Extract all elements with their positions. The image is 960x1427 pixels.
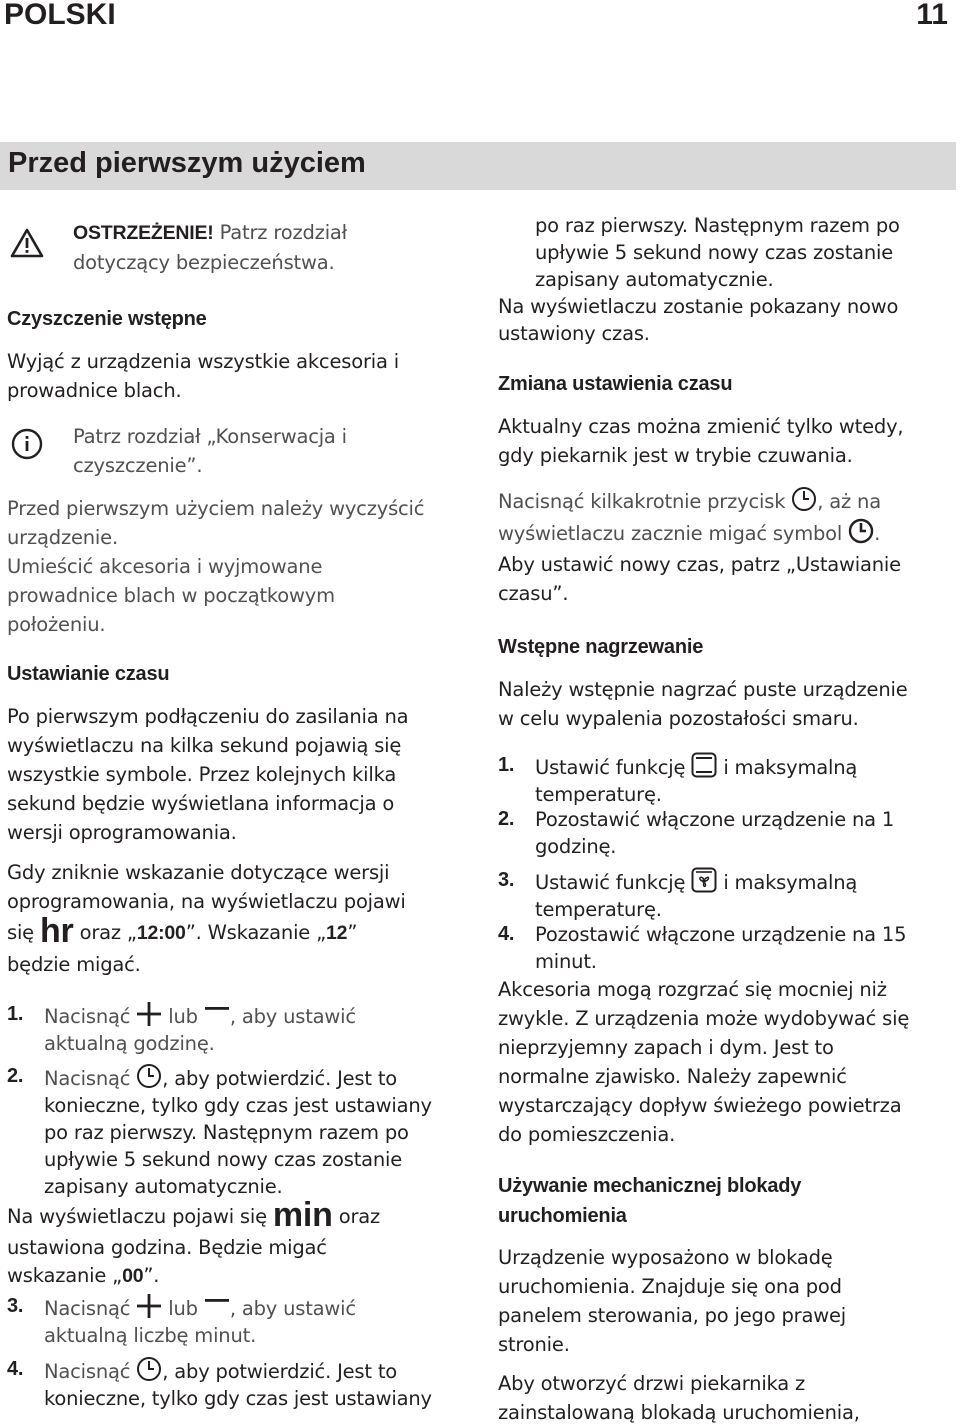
time-p2-b: oraz „ — [73, 921, 137, 944]
clock-icon — [136, 1063, 162, 1089]
pstep1-a: Ustawić funkcję — [535, 756, 692, 779]
change-p2-line4: czasu”. — [498, 582, 569, 605]
time-p1-line: wyświetlaczu na kilka sekund pojawią się — [7, 734, 402, 757]
step-number: 4. — [498, 923, 515, 945]
cleaning-p3-line1: Umieścić akcesoria i wyjmowane — [7, 555, 323, 578]
step1-c: , aby ustawić — [229, 1005, 356, 1028]
cleaning-paragraph-2 — [7, 494, 424, 639]
step2-line2: konieczne, tylko gdy czas jest ustawiany — [44, 1094, 432, 1117]
fan-heating-icon — [691, 867, 717, 893]
plus-icon — [136, 1001, 162, 1027]
info-line2: czyszczenie”. — [73, 454, 203, 477]
cont-line3: zapisany automatycznie. — [535, 268, 774, 291]
warning-text-1: Patrz rozdział — [213, 221, 348, 244]
lock-p1-line: Urządzenie wyposażono w blokadę — [498, 1246, 833, 1269]
pstep1-line2: temperaturę. — [535, 783, 662, 806]
acc-line: normalne zjawisko. Należy zapewnić — [498, 1065, 847, 1088]
time-paragraph-1 — [7, 702, 408, 847]
time-p2-a: się — [7, 921, 40, 944]
section-title: Przed pierwszym użyciem — [8, 147, 366, 179]
clock-icon — [791, 486, 817, 512]
lock-heading-line1: Używanie mechanicznej blokady — [498, 1175, 802, 1197]
step3-b: lub — [162, 1297, 204, 1320]
acc-line: Akcesoria mogą rozgrzać się mocniej niż — [498, 978, 887, 1001]
step3-c: , aby ustawić — [229, 1297, 356, 1320]
lock-paragraph-2 — [498, 1369, 860, 1427]
time-paragraph-2 — [7, 858, 406, 979]
cleaning-p1-line1: Wyjąć z urządzenia wszystkie akcesoria i — [7, 350, 399, 373]
page-header — [0, 0, 960, 34]
step1-a: Nacisnąć — [44, 1005, 137, 1028]
step2-b: , aby potwierdzić. Jest to — [162, 1067, 397, 1090]
change-p1-line1: Aktualny czas można zmienić tylko wtedy, — [498, 415, 904, 438]
cleaning-p1-line2: prowadnice blach. — [7, 379, 182, 402]
lock-heading — [498, 1171, 801, 1231]
preheat-line2: w celu wypalenia pozostałości smaru. — [498, 707, 859, 730]
new-time-paragraph — [498, 293, 898, 347]
time-p1-line: wszystkie symbole. Przez kolejnych kilka — [7, 763, 397, 786]
change-paragraph-1 — [498, 412, 903, 470]
cleaning-p2-line2: urządzenie. — [7, 526, 118, 549]
section-title-bar — [0, 142, 956, 190]
display-1200: 12:00 — [136, 922, 186, 944]
time-p2-c: ”. Wskazanie „ — [185, 921, 327, 944]
lock-p1-line: uruchomienia. Znajduje się ona pod — [498, 1275, 842, 1298]
step4-b: , aby potwierdzić. Jest to — [162, 1360, 397, 1383]
new-time-line1: Na wyświetlaczu zostanie pokazany nowo — [498, 295, 899, 318]
lock-paragraph-1 — [498, 1243, 846, 1359]
language-label: POLSKI — [4, 0, 116, 31]
preheat-heading: Wstępne nagrzewanie — [498, 636, 704, 658]
info-line1: Patrz rozdział „Konserwacja i — [73, 425, 347, 448]
time-p2-line3 — [7, 912, 406, 950]
pstep4-line1: Pozostawić włączone urządzenie na 15 — [535, 923, 907, 946]
acc-line: nieprzyjemny zapach i dym. Jest to — [498, 1036, 834, 1059]
pstep2-line1: Pozostawić włączone urządzenie na 1 — [535, 808, 895, 831]
pstep1-b: i maksymalną — [717, 756, 858, 779]
step3-line2: aktualną liczbę minut. — [44, 1324, 257, 1347]
step-number: 1. — [498, 754, 515, 776]
step4-a: Nacisnąć — [44, 1360, 137, 1383]
warning-text-2: dotyczący bezpieczeństwa. — [73, 251, 335, 274]
cleaning-p2-line1: Przed pierwszym użyciem należy wyczyścić — [7, 497, 425, 520]
display-hr: hr — [39, 912, 74, 950]
cont-line1: po raz pierwszy. Następnym razem po — [535, 214, 900, 237]
time-setting-heading: Ustawianie czasu — [7, 663, 170, 685]
new-time-line2: ustawiony czas. — [498, 322, 650, 345]
step2-a: Nacisnąć — [44, 1067, 137, 1090]
minus-icon — [204, 1293, 230, 1319]
step4-line2: konieczne, tylko gdy czas jest ustawiany — [44, 1387, 432, 1410]
change-time-heading: Zmiana ustawienia czasu — [498, 373, 733, 395]
cleaning-p3-line2: prowadnice blach w początkowym — [7, 584, 335, 607]
min-line2: ustawiona godzina. Będzie migać — [7, 1236, 327, 1259]
lock-p1-line: stronie. — [498, 1333, 570, 1356]
clock-filled-icon — [848, 518, 874, 544]
min-paragraph — [7, 1196, 381, 1290]
step3-a: Nacisnąć — [44, 1297, 137, 1320]
time-p2-line1: Gdy zniknie wskazanie dotyczące wersji — [7, 861, 390, 884]
min-line3a: wskazanie „ — [7, 1264, 123, 1287]
display-12: 12 — [326, 922, 348, 944]
info-text — [73, 422, 473, 480]
step2-line3: po raz pierwszy. Następnym razem po — [44, 1121, 409, 1144]
minus-icon — [204, 1001, 230, 1027]
lock-p1-line: panelem sterowania, po jego prawej — [498, 1304, 846, 1327]
min-a: Na wyświetlaczu pojawi się — [7, 1205, 273, 1228]
change-p2-line3: Aby ustawić nowy czas, patrz „Ustawianie — [498, 553, 901, 576]
lock-heading-line2: uruchomienia — [498, 1205, 627, 1227]
pstep3-b: i maksymalną — [717, 871, 858, 894]
info-icon — [11, 428, 51, 468]
cont-line2: upływie 5 sekund nowy czas zostanie — [535, 241, 894, 264]
cleaning-heading: Czyszczenie wstępne — [7, 308, 207, 330]
acc-line: do pomieszczenia. — [498, 1123, 676, 1146]
step-number: 3. — [498, 869, 515, 891]
change-p2-a: Nacisnąć kilkakrotnie przycisk — [498, 490, 792, 513]
pstep2-line2: godzinę. — [535, 835, 617, 858]
acc-line: wystarczający dopływ świeżego powietrza — [498, 1094, 902, 1117]
preheat-paragraph — [498, 675, 908, 733]
warning-text — [73, 218, 473, 277]
change-p1-line2: gdy piekarnik jest w trybie czuwania. — [498, 444, 853, 467]
cleaning-paragraph-1 — [7, 347, 399, 405]
step1-b: lub — [162, 1005, 204, 1028]
pstep3-line2: temperaturę. — [535, 898, 662, 921]
pstep3-a: Ustawić funkcję — [535, 871, 692, 894]
min-b: oraz — [332, 1205, 381, 1228]
change-p2-d: . — [874, 522, 881, 545]
lock-p2-line1: Aby otworzyć drzwi piekarnika z — [498, 1372, 806, 1395]
acc-line: zwykle. Z urządzenia może wydobywać się — [498, 1007, 910, 1030]
time-p2-d: ” — [347, 921, 358, 944]
step-number: 3. — [7, 1295, 24, 1317]
change-p2-b: , aż na — [817, 490, 881, 513]
plus-icon — [136, 1293, 162, 1319]
min-line3b: ”. — [143, 1264, 160, 1287]
accessories-paragraph — [498, 975, 909, 1149]
preheat-line1: Należy wstępnie nagrzać puste urządzenie — [498, 678, 908, 701]
lock-p2-line2: zainstalowaną blokadą uruchomienia, — [498, 1401, 860, 1424]
pstep4-line2: minut. — [535, 950, 597, 973]
change-paragraph-2 — [498, 486, 901, 608]
time-p1-line: Po pierwszym podłączeniu do zasilania na — [7, 705, 409, 728]
time-p2-line4: będzie migać. — [7, 953, 141, 976]
conventional-heating-icon — [691, 752, 717, 778]
clock-icon — [136, 1356, 162, 1382]
step-number: 4. — [7, 1358, 24, 1380]
cleaning-p3-line3: położeniu. — [7, 613, 106, 636]
display-min: min — [272, 1196, 333, 1234]
change-p2-c: wyświetlaczu zacznie migać symbol — [498, 522, 849, 545]
step-number: 2. — [498, 808, 515, 830]
time-p1-line: sekund będzie wyświetlana informacja o — [7, 792, 395, 815]
step1-line2: aktualną godzinę. — [44, 1032, 215, 1055]
display-00: 00 — [122, 1265, 144, 1287]
step-number: 2. — [7, 1065, 24, 1087]
step2-line5: zapisany automatycznie. — [44, 1175, 283, 1198]
step-number: 1. — [7, 1003, 24, 1025]
warning-label: OSTRZEŻENIE! — [73, 222, 214, 244]
step2-line4: upływie 5 sekund nowy czas zostanie — [44, 1148, 403, 1171]
warning-triangle-icon — [10, 228, 50, 268]
time-p2-line2: oprogramowania, na wyświetlaczu pojawi — [7, 890, 406, 913]
time-p1-line: wersji oprogramowania. — [7, 821, 237, 844]
page-number: 11 — [916, 0, 948, 31]
